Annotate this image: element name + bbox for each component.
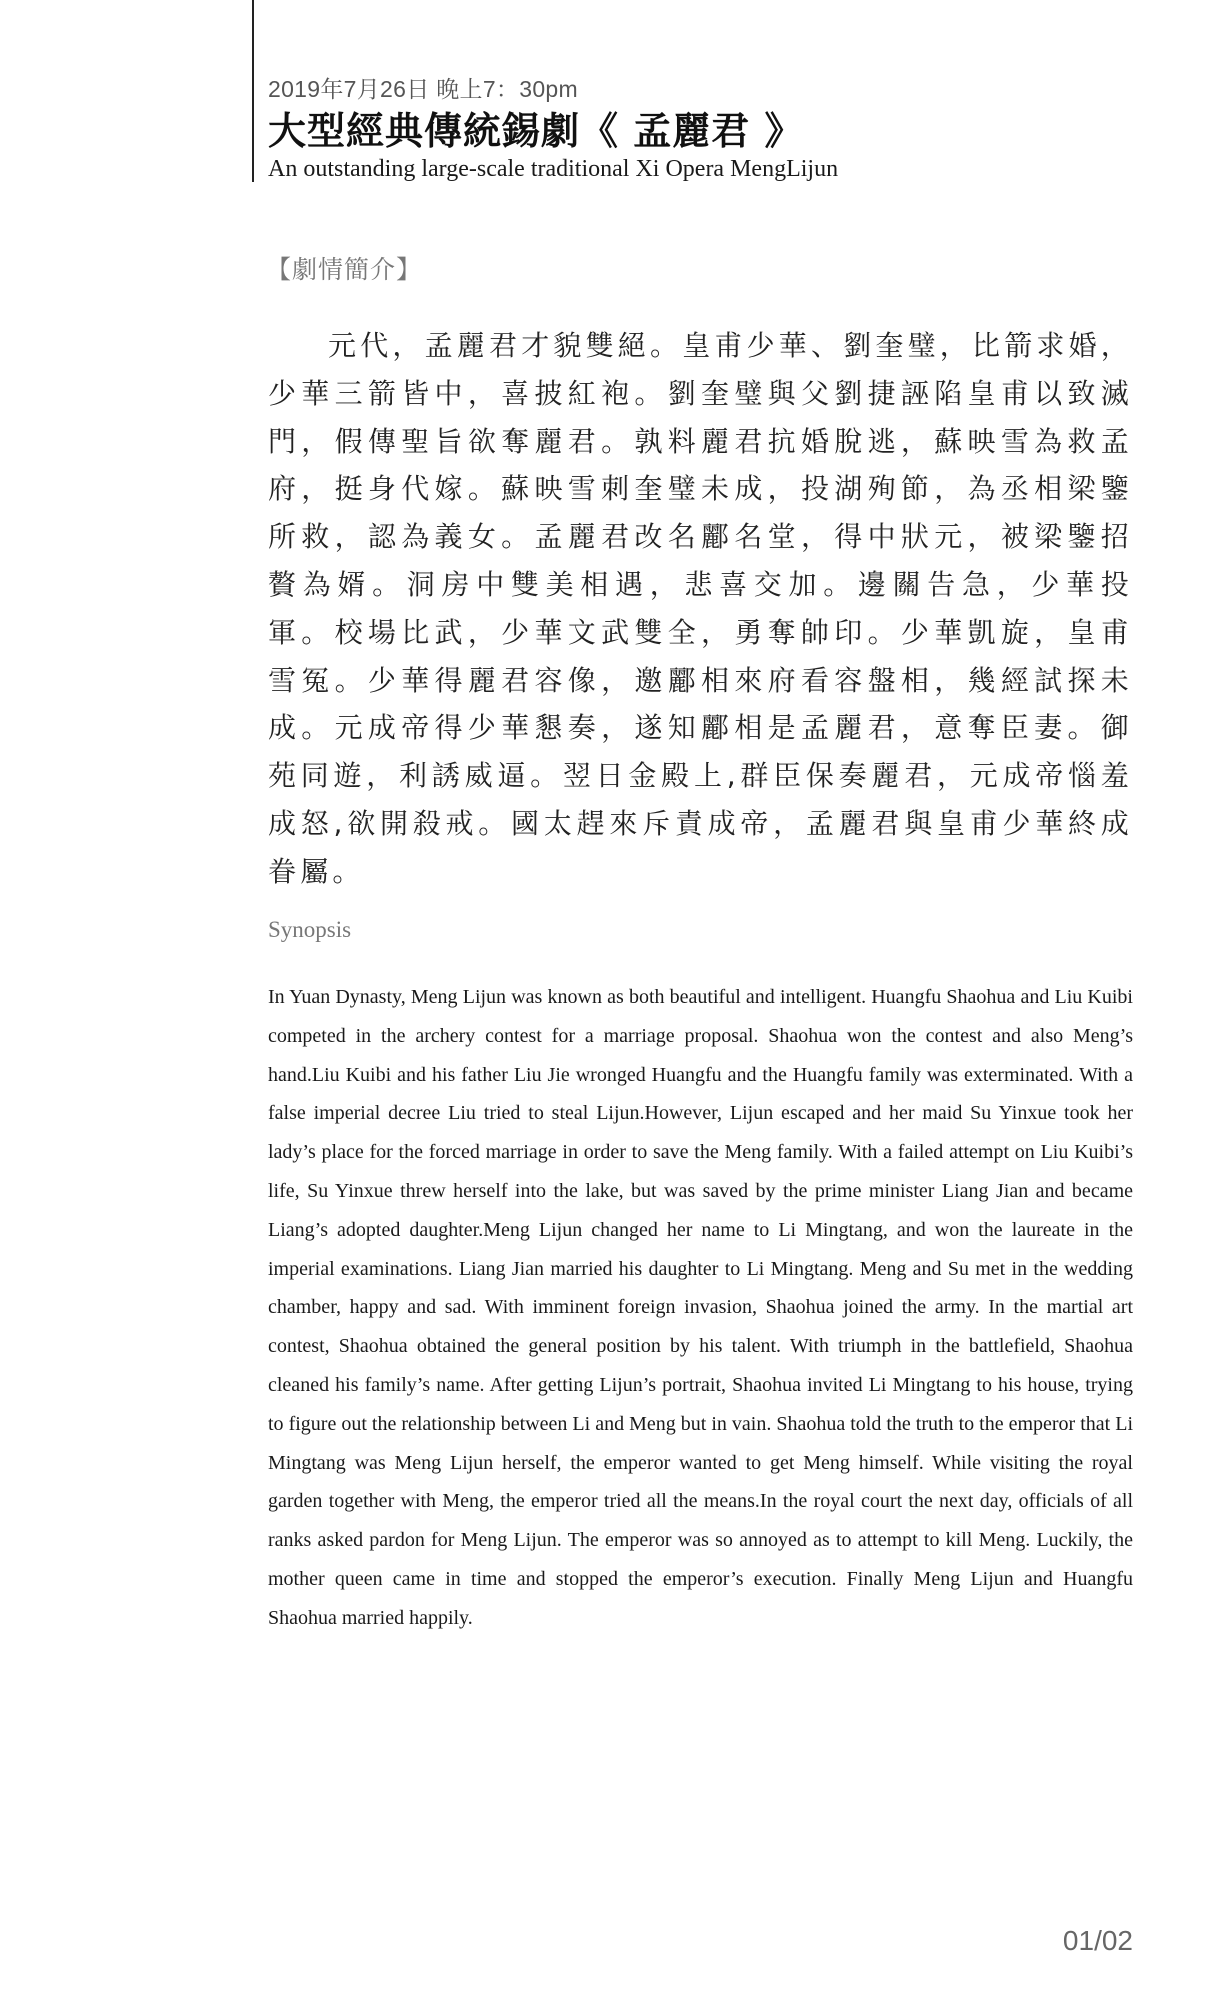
header-vertical-rule xyxy=(252,0,254,182)
page-number: 01/02 xyxy=(1062,1925,1133,1956)
title-english: An outstanding large-scale traditional Xi Opera MengLijun xyxy=(268,156,839,182)
synopsis-chinese-label: 【劇情簡介】 xyxy=(266,255,423,284)
performance-date: 2019年7月26日 晚上7：30pm xyxy=(268,76,578,102)
synopsis-english-body: In Yuan Dynasty, Meng Lijun was known as both beautiful and intelligent. Huangfu Shaohua and Liu Kuibi competed in the archery contest for a marriage proposal. Shaohua won the contest and also Meng’s hand.Liu Kuibi and his father Liu Jie wronged Huangfu and the Huangfu family was exterminated. With a false imperial decree Liu tried to steal Lijun.However, Lijun escaped and her maid Su Yinxue took her lady’s place for the forced marriage in order to save the Meng family. With a failed attempt on Liu Kuibi’s life, Su Yinxue threw herself into the lake, but was saved by the prime minister Liang Jian and became Liang’s adopted daughter.Meng Lijun changed her name to Li Mingtang, and won the laureate in the imperial examinations. Liang Jian married his daughter to Li Mingtang. Meng and Su met in the wedding chamber, happy and sad. With imminent foreign invasion, Shaohua joined the army. In the martial art contest, Shaohua obtained the general position by his talent. With triumph in the battlefield, Shaohua cleaned his family’s name. After getting Lijun’s portrait, Shaohua invited Li Mingtang to his house, trying to figure out the relationship between Li and Meng but in vain. Shaohua told the truth to the emperor that Li Mingtang was Meng Lijun herself, the emperor wanted to get Meng himself. While visiting the royal garden together with Meng, the emperor tried all the means.In the royal court the next day, officials of all ranks asked pardon for Meng Lijun. The emperor was so annoyed as to attempt to kill Meng. Luckily, the mother queen came in time and stopped the emperor’s execution. Finally Meng Lijun and Huangfu Shaohua married happily. xyxy=(268,986,1133,1629)
header xyxy=(268,72,1168,184)
synopsis-chinese-body: 元代，孟麗君才貌雙絕。皇甫少華、劉奎璧，比箭求婚，少華三箭皆中，喜披紅袍。劉奎璧與父劉捷誣陷皇甫以致滅門，假傳聖旨欲奪麗君。孰料麗君抗婚脫逃，蘇映雪為救孟府，挺身代嫁。蘇映雪刺奎璧未成，投湖殉節，為丞相梁鑒所救，認為義女。孟麗君改名酈名堂，得中狀元，被梁鑒招贅為婿。洞房中雙美相遇，悲喜交加。邊關告急，少華投軍。校場比武，少華文武雙全，勇奪帥印。少華凱旋，皇甫雪冤。少華得麗君容像，邀酈相來府看容盤相，幾經試探未成。元成帝得少華懇奏，遂知酈相是孟麗君，意奪臣妻。御苑同遊，利誘威逼。翌日金殿上,群臣保奏麗君，元成帝惱羞成怒,欲開殺戒。國太趕來斥責成帝，孟麗君與皇甫少華終成眷屬。 xyxy=(268,329,1134,888)
synopsis-english-label: Synopsis xyxy=(268,917,352,942)
title-chinese: 大型經典傳統錫劇《 孟麗君 》 xyxy=(268,108,804,153)
